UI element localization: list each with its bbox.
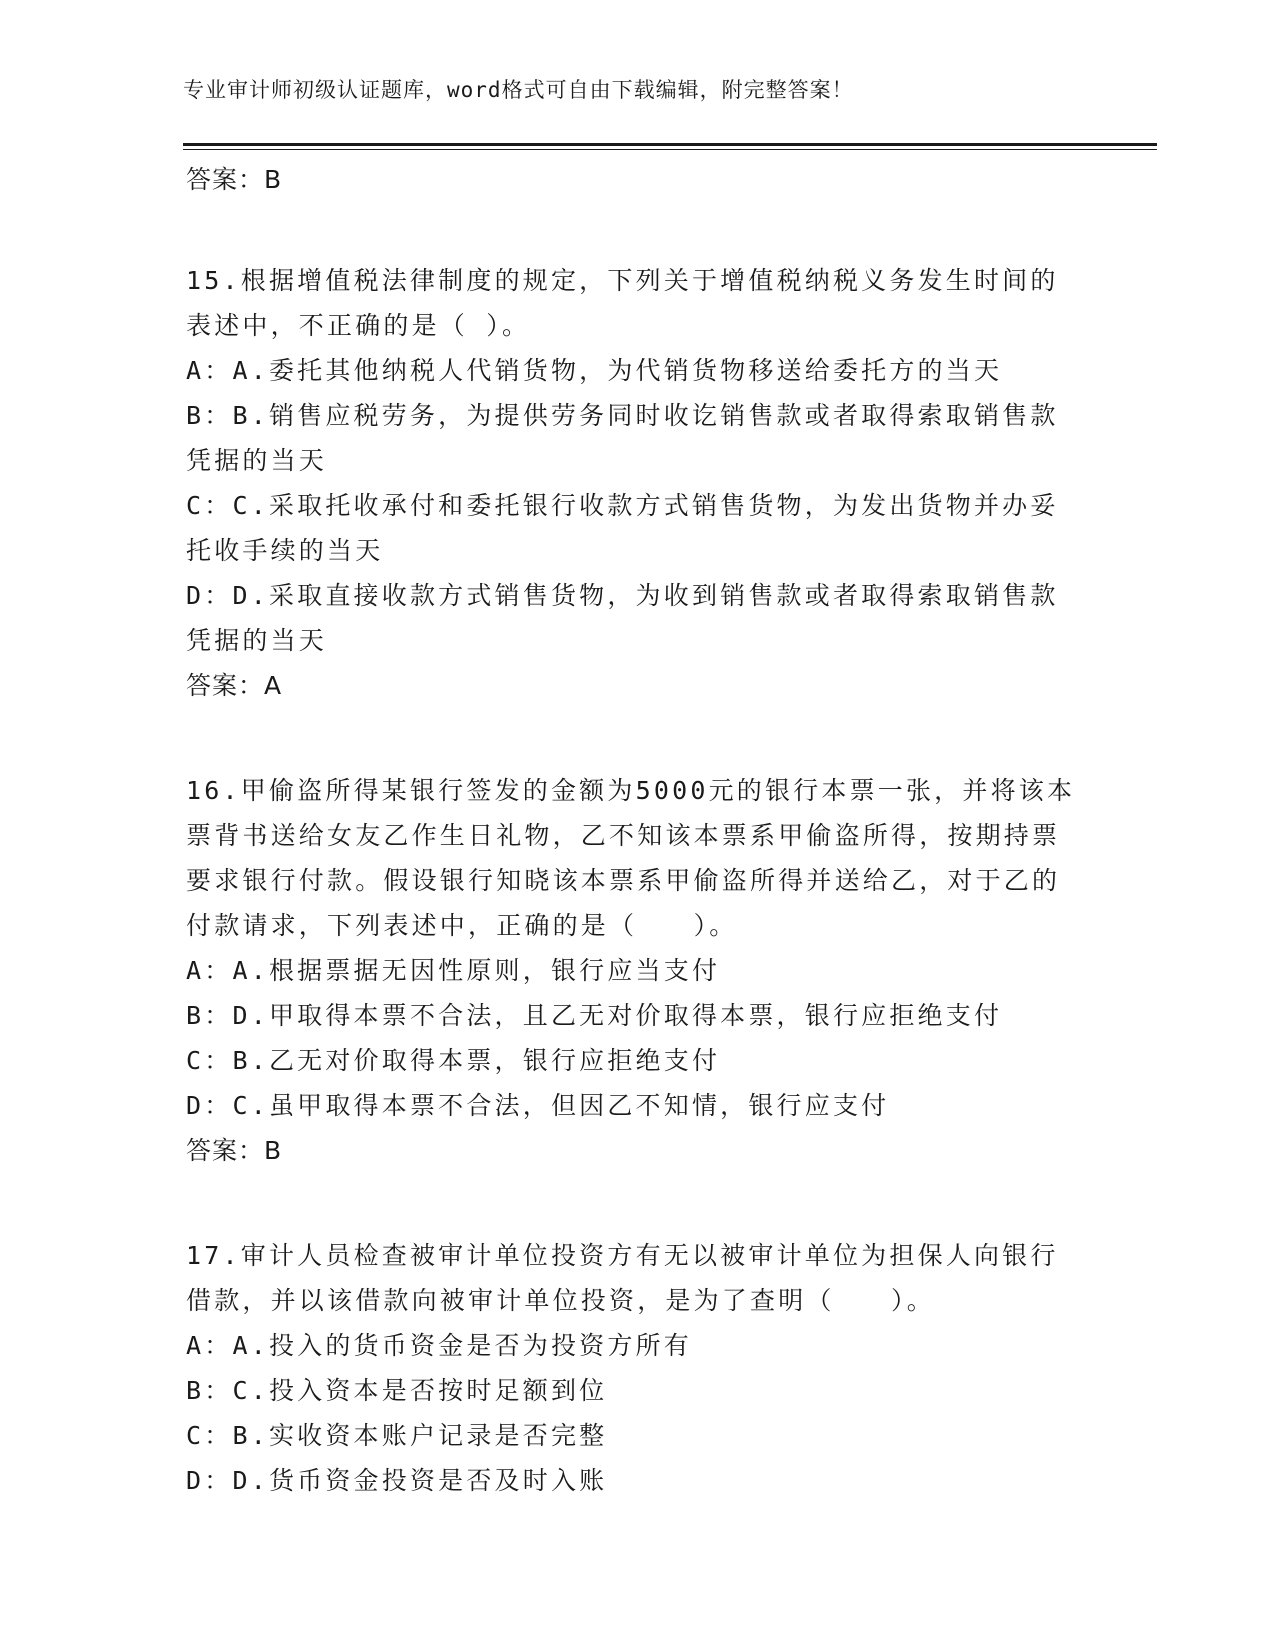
option-text: C.虽甲取得本票不合法，但因乙不知情，银行应支付 <box>232 1091 890 1120</box>
option-text: C.采取托收承付和委托银行收款方式销售货物，为发出货物并办妥托收手续的当天 <box>186 491 1059 565</box>
header-rule-thick <box>183 143 1157 146</box>
option-d <box>186 573 1086 663</box>
option-d <box>186 1083 1086 1128</box>
option-c <box>186 1038 1086 1083</box>
question-stem <box>186 258 1086 348</box>
option-key: B： <box>186 401 233 430</box>
option-d <box>186 1458 1086 1503</box>
option-b <box>186 393 1086 483</box>
question-number: 17. <box>186 1241 241 1270</box>
page-header: 专业审计师初级认证题库，word格式可自由下载编辑，附完整答案！ <box>183 78 854 102</box>
question-text: 甲偷盗所得某银行签发的金额为5000元的银行本票一张，并将该本票背书送给女友乙作生日礼物，乙不知该本票系甲偷盗所得，按期持票要求银行付款。假设银行知晓该本票系甲偷盗所得并送给乙，对于乙的付款请求，下列表述中，正确的是（ ）。 <box>186 776 1076 940</box>
question-text: 审计人员检查被审计单位投资方有无以被审计单位为担保人向银行借款，并以该借款向被审计单位投资，是为了查明（ ）。 <box>186 1241 1059 1315</box>
option-text: D.货币资金投资是否及时入账 <box>232 1466 608 1495</box>
option-key: D： <box>186 1466 233 1495</box>
option-key: A： <box>186 356 233 385</box>
option-key: C： <box>186 1421 233 1450</box>
option-key: C： <box>186 1046 233 1075</box>
question-text: 根据增值税法律制度的规定，下列关于增值税纳税义务发生时间的表述中，不正确的是（ ）。 <box>186 266 1059 340</box>
option-a <box>186 948 1086 993</box>
option-text: B.实收资本账户记录是否完整 <box>232 1421 608 1450</box>
option-text: D.采取直接收款方式销售货物，为收到销售款或者取得索取销售款凭据的当天 <box>186 581 1059 655</box>
option-key: A： <box>186 956 233 985</box>
option-a <box>186 348 1086 393</box>
option-text: B.乙无对价取得本票，银行应拒绝支付 <box>232 1046 721 1075</box>
option-key: D： <box>186 1091 233 1120</box>
document-content <box>186 157 1086 1503</box>
option-c <box>186 1413 1086 1458</box>
option-b <box>186 993 1086 1038</box>
question-number: 16. <box>186 776 241 805</box>
option-text: A.委托其他纳税人代销货物，为代销货物移送给委托方的当天 <box>232 356 1003 385</box>
option-text: C.投入资本是否按时足额到位 <box>232 1376 608 1405</box>
answer-line: 答案：B <box>186 165 283 194</box>
option-b <box>186 1368 1086 1413</box>
question-stem <box>186 1233 1086 1323</box>
option-key: D： <box>186 581 233 610</box>
question-16 <box>186 768 1086 1173</box>
option-key: B： <box>186 1376 233 1405</box>
option-key: B： <box>186 1001 233 1030</box>
question-number: 15. <box>186 266 241 295</box>
option-key: C： <box>186 491 233 520</box>
answer-line: 答案：A <box>186 671 283 700</box>
option-text: B.销售应税劳务，为提供劳务同时收讫销售款或者取得索取销售款凭据的当天 <box>186 401 1059 475</box>
option-key: A： <box>186 1331 233 1360</box>
header-rule-thin <box>183 149 1157 150</box>
option-text: A.根据票据无因性原则，银行应当支付 <box>232 956 721 985</box>
option-text: D.甲取得本票不合法，且乙无对价取得本票，银行应拒绝支付 <box>232 1001 1003 1030</box>
option-c <box>186 483 1086 573</box>
question-stem <box>186 768 1086 948</box>
option-a <box>186 1323 1086 1368</box>
answer-line: 答案：B <box>186 1136 283 1165</box>
option-text: A.投入的货币资金是否为投资方所有 <box>232 1331 692 1360</box>
question-15 <box>186 258 1086 708</box>
question-17 <box>186 1233 1086 1503</box>
